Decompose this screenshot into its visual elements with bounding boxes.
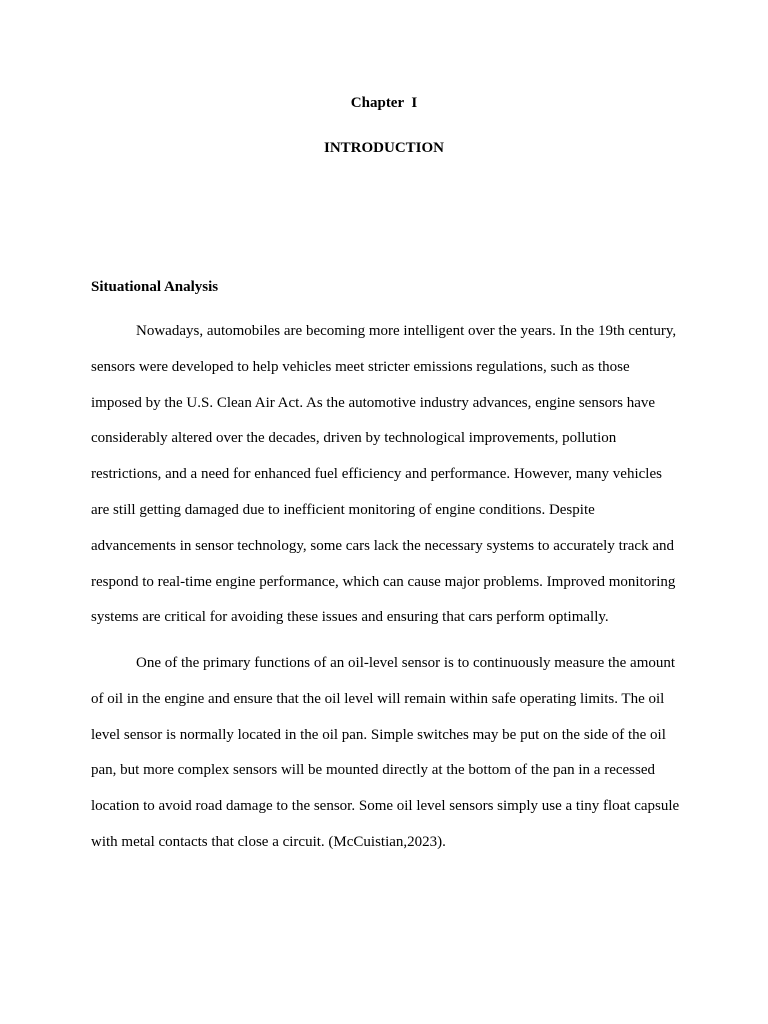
- section-heading: Situational Analysis: [91, 279, 219, 295]
- chapter-label: Chapter I: [350, 95, 418, 111]
- chapter-title: INTRODUCTION: [323, 140, 444, 156]
- body-paragraph: One of the primary functions of an oil-level sensor is to continuously measure the amount of oil in the engine and ensure that the oil level will remain within safe operating limits. The oil level sensor is normally located in the oil pan. Simple switches may be put on the side of the oil pan, but more complex sensors will be mounted directly at the bottom of the pan in a recessed location to avoid road damage to the sensor. Some oil level sensors simply use a tiny float capsule with metal contacts that close a circuit. (McCuistian,2023).: [91, 655, 680, 850]
- body-paragraph: Nowadays, automobiles are becoming more intelligent over the years. In the 19th century, sensors were developed to help vehicles meet stricter emissions regulations, such as those imposed by the U.S. Clean Air Act. As the automotive industry advances, engine sensors have considerably altered over the decades, driven by technological improvements, pollution restrictions, and a need for enhanced fuel efficiency and performance. However, many vehicles are still getting damaged due to inefficient monitoring of engine conditions. Despite advancements in sensor technology, some cars lack the necessary systems to accurately track and respond to real-time engine performance, which can cause major problems. Improved monitoring systems are critical for avoiding these issues and ensuring that cars perform optimally.: [91, 323, 677, 626]
